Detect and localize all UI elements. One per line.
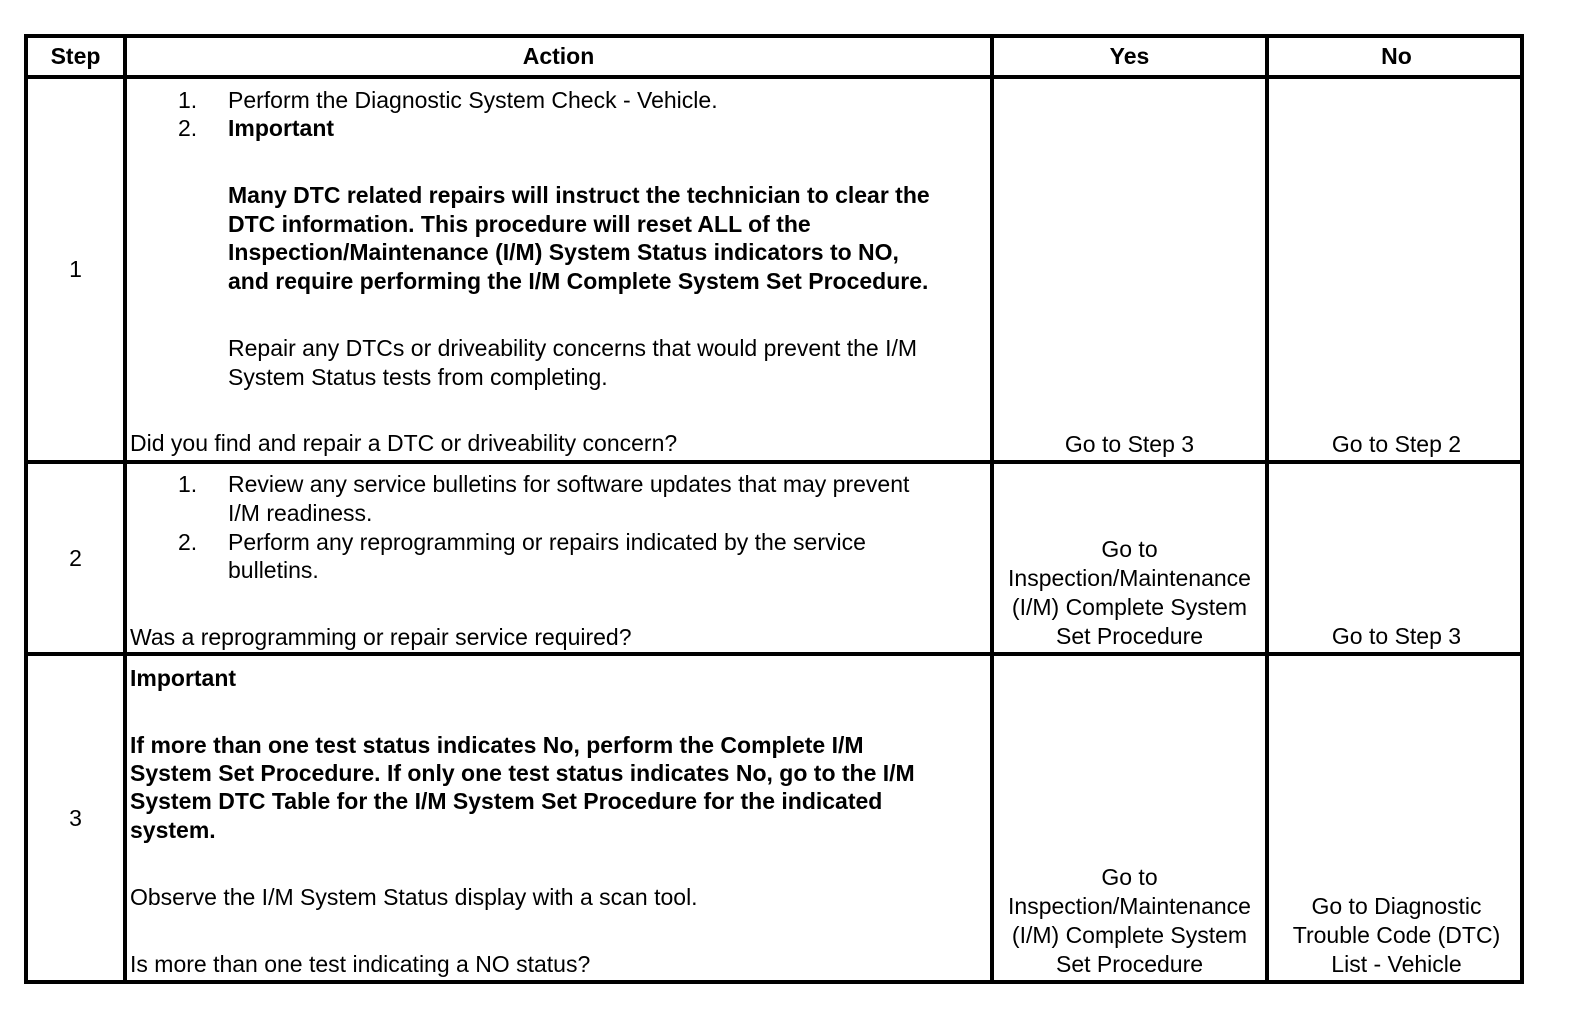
step-number: 1 bbox=[69, 256, 82, 282]
header-yes: Yes bbox=[1109, 43, 1150, 69]
important-text: and require performing the I/M Complete System Set Procedure. bbox=[228, 268, 929, 294]
list-number: 1. bbox=[178, 87, 198, 113]
header-step: Step bbox=[50, 43, 101, 69]
no-cell bbox=[1269, 656, 1524, 980]
yes-result-line: Inspection/Maintenance bbox=[1008, 893, 1251, 919]
note-text: System Status tests from completing. bbox=[228, 364, 608, 390]
no-result-line: Go to Diagnostic bbox=[1311, 893, 1482, 919]
yes-result-line: (I/M) Complete System bbox=[1011, 594, 1248, 620]
question-text: Did you find and repair a DTC or driveability concern? bbox=[130, 430, 678, 456]
important-label: Important bbox=[130, 665, 237, 691]
list-number: 1. bbox=[178, 471, 198, 497]
yes-result-line: Go to bbox=[1101, 536, 1158, 562]
important-text: Many DTC related repairs will instruct the technician to clear the bbox=[228, 182, 930, 208]
header-action: Action bbox=[522, 43, 595, 69]
no-result-line: List - Vehicle bbox=[1331, 951, 1462, 977]
important-text: Inspection/Maintenance (I/M) System Status indicators to NO, bbox=[228, 239, 899, 265]
diagnostic-table bbox=[24, 34, 1524, 984]
observe-text: Observe the I/M System Status display with a scan tool. bbox=[130, 884, 698, 910]
question-text: Was a reprogramming or repair service required? bbox=[130, 624, 632, 650]
important-text: DTC information. This procedure will reset ALL of the bbox=[228, 211, 811, 237]
step-number: 3 bbox=[69, 804, 82, 831]
no-cell bbox=[1269, 79, 1524, 460]
list-item-text: Perform any reprogramming or repairs indicated by the service bbox=[228, 529, 866, 555]
step-number: 2 bbox=[69, 544, 82, 571]
no-result: Go to Step 3 bbox=[1331, 623, 1462, 649]
yes-result-line: Inspection/Maintenance bbox=[1008, 565, 1251, 591]
list-item-text: Review any service bulletins for software updates that may prevent bbox=[228, 471, 910, 497]
list-number: 2. bbox=[178, 529, 198, 555]
yes-cell bbox=[994, 79, 1265, 460]
yes-cell bbox=[994, 464, 1265, 652]
yes-result-line: Set Procedure bbox=[1055, 951, 1204, 977]
question-text: Is more than one test indicating a NO status? bbox=[130, 951, 591, 977]
important-text: If more than one test status indicates No, perform the Complete I/M bbox=[130, 732, 864, 758]
list-number: 2. bbox=[178, 115, 198, 141]
important-text: system. bbox=[130, 817, 216, 843]
important-text: System DTC Table for the I/M System Set Procedure for the indicated bbox=[130, 788, 883, 814]
column-divider bbox=[123, 38, 127, 980]
header-no: No bbox=[1381, 43, 1412, 69]
list-item-text: I/M readiness. bbox=[228, 500, 373, 526]
note-text: Repair any DTCs or driveability concerns that would prevent the I/M bbox=[228, 335, 918, 361]
important-text: System Set Procedure. If only one test status indicates No, go to the I/M bbox=[130, 760, 915, 786]
list-item-text: Perform the Diagnostic System Check - Vehicle. bbox=[228, 87, 718, 113]
yes-cell bbox=[994, 656, 1265, 980]
yes-result-line: Set Procedure bbox=[1055, 623, 1204, 649]
yes-result-line: Go to bbox=[1101, 864, 1158, 890]
yes-result-line: (I/M) Complete System bbox=[1011, 922, 1248, 948]
yes-result: Go to Step 3 bbox=[1064, 431, 1195, 457]
important-label: Important bbox=[228, 115, 335, 141]
no-cell bbox=[1269, 464, 1524, 652]
no-result: Go to Step 2 bbox=[1331, 431, 1462, 457]
list-item-text: bulletins. bbox=[228, 557, 319, 583]
no-result-line: Trouble Code (DTC) bbox=[1292, 922, 1501, 948]
